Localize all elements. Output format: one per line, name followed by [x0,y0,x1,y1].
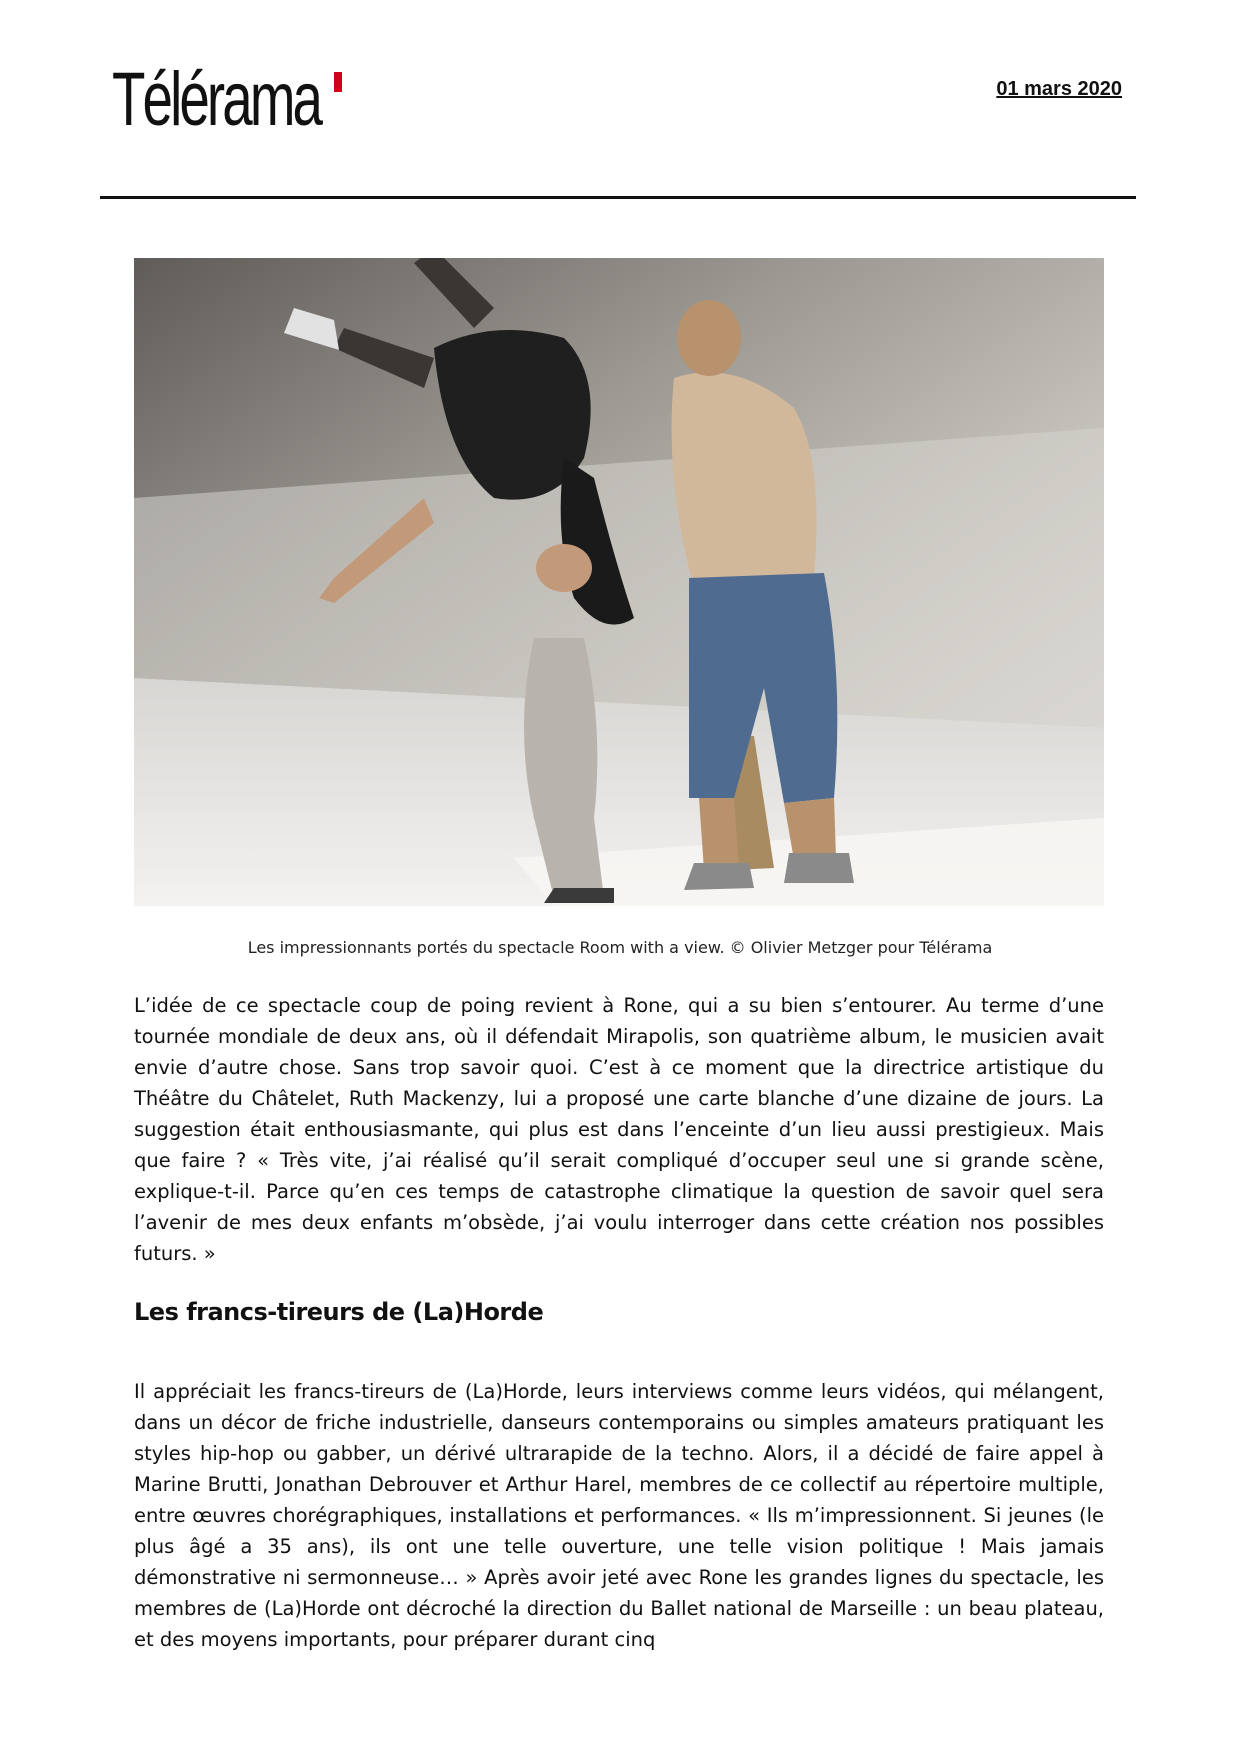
header-rule [100,196,1136,199]
article-subheading: Les francs-tireurs de (La)Horde [134,1298,544,1326]
article-paragraph-1: L’idée de ce spectacle coup de poing revient à Rone, qui a su bien s’entourer. Au terme d’une tournée mondiale de deux ans, où il défendait Mirapolis, son quatrième album, le musicien avait envie d’autre chose. Sans trop savoir quoi. C’est à ce moment que la directrice artistique du Théâtre du Châtelet, Ruth Mackenzy, lui a proposé une carte blanche d’une dizaine de jours. La suggestion était enthousiasmante, qui plus est dans l’enceinte d’un lieu aussi prestigieux. Mais que faire ? « Très vite, j’ai réalisé qu’il serait compliqué d’occuper seul une si grande scène, explique-t-il. Parce qu’en ces temps de catastrophe climatique la question de savoir quel sera l’avenir de mes deux enfants m’obsède, j’ai voulu interroger dans cette création nos possibles futurs. » [134,994,1104,1265]
issue-date: 01 mars 2020 [996,78,1122,100]
telerama-logo: Télérama [112,57,321,142]
photo-illustration [134,258,1104,906]
photo-caption: Les impressionnants portés du spectacle Room with a view. © Olivier Metzger pour Télérama [247,938,993,957]
page-header [0,0,1240,200]
article-paragraph-2: Il appréciait les francs-tireurs de (La)Horde, leurs interviews comme leurs vidéos, qui mélangent, dans un décor de friche industrielle, danseurs contemporains ou simples amateurs pratiquant les styles hip-hop ou gabber, un dérivé ultrarapide de la techno. Alors, il a décidé de faire appel à Marine Brutti, Jonathan Debrouver et Arthur Harel, membres de ce collectif au répertoire multiple, entre œuvres chorégraphiques, installations et performances. « Ils m’impressionnent. Si jeunes (le plus âgé a 35 ans), ils ont une telle ouverture, une telle vision politique ! Mais jamais démonstrative ni sermonneuse… » Après avoir jeté avec Rone les grandes lignes du spectacle, les membres de (La)Horde ont décroché la direction du Ballet national de Marseille : un beau plateau, et des moyens importants, pour préparer durant cinq [134,1380,1104,1651]
dance-performance-photo [134,258,1104,906]
logo-apostrophe-mark [334,72,342,92]
